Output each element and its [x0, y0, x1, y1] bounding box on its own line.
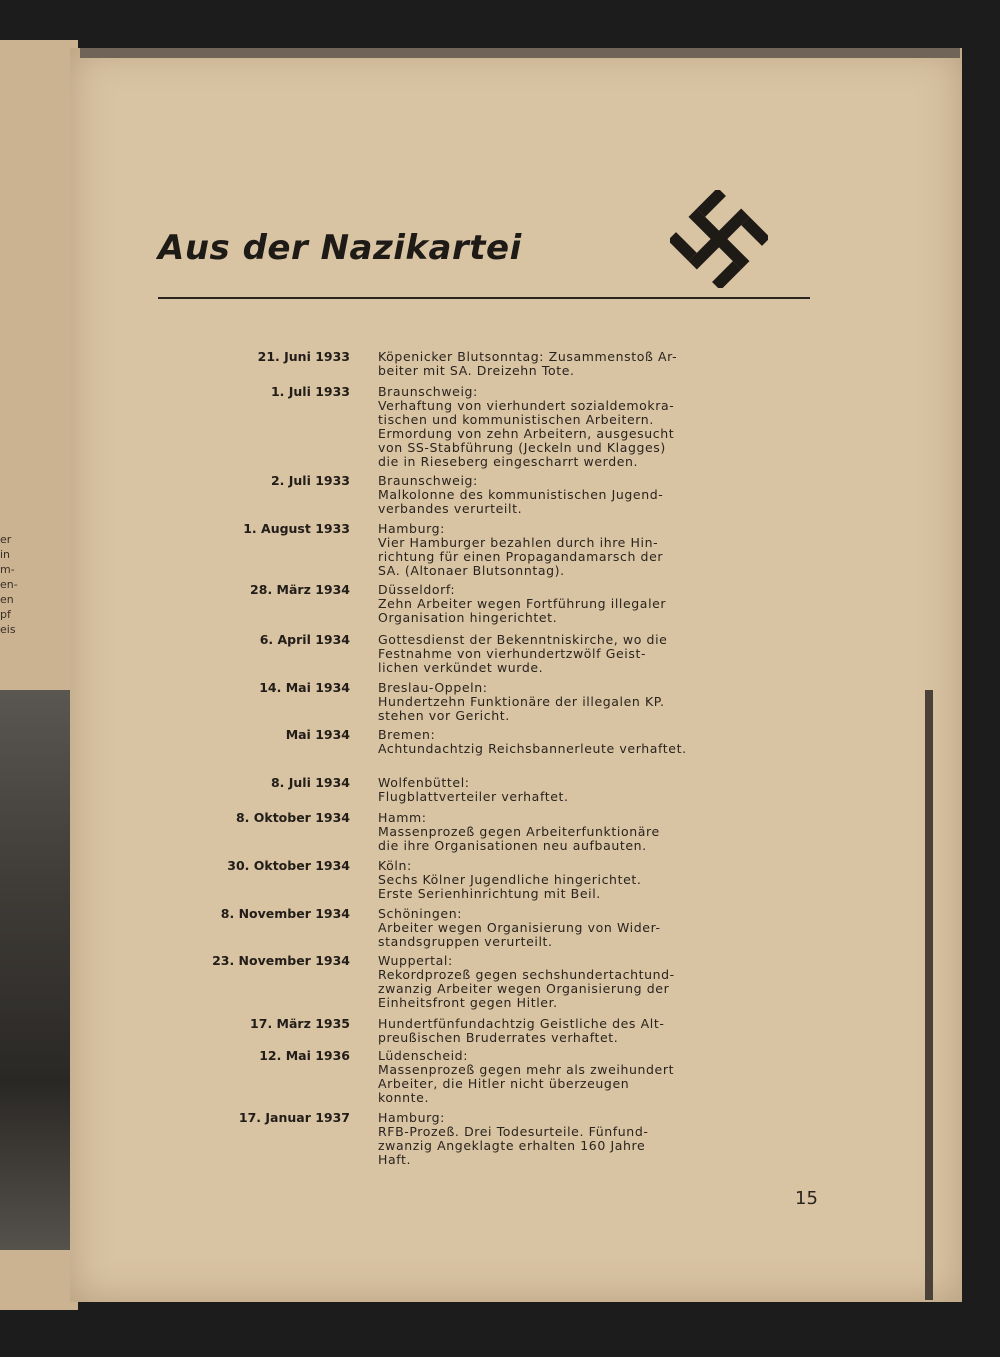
entry-text-line: lichen verkündet wurde.	[378, 660, 544, 675]
title-rule	[158, 297, 810, 299]
entry-text	[378, 385, 705, 469]
entry-text-line: Braunschweig:	[378, 473, 478, 488]
entry-date: Mai 1934	[285, 727, 350, 742]
entry-text-line: Arbeiter wegen Organisierung von Wider-	[378, 920, 661, 935]
entry-text-line: Lüdenscheid:	[378, 1048, 469, 1063]
entry-text-line: Köln:	[378, 858, 412, 873]
entry-date: 1. Juli 1933	[270, 384, 350, 399]
left-fragment: eis	[0, 623, 16, 636]
page-title: Aus der Nazikartei	[158, 228, 522, 268]
left-fragment: er	[0, 533, 12, 546]
entry-text-line: verbandes verurteilt.	[378, 501, 523, 516]
entry-date: 17. Januar 1937	[238, 1110, 350, 1125]
entry-text-line: Zehn Arbeiter wegen Fortführung illegaler	[378, 596, 667, 611]
entry-date: 12. Mai 1936	[259, 1048, 350, 1063]
entry-text-line: Haft.	[378, 1152, 412, 1167]
entry-text-line: Hundertzehn Funktionäre der illegalen KP.	[378, 694, 665, 709]
page-number: 15	[795, 1188, 818, 1209]
entry-text-line: zwanzig Angeklagte erhalten 160 Jahre	[378, 1138, 646, 1153]
entry-date: 8. Juli 1934	[270, 775, 350, 790]
entry-text-line: Erste Serienhinrichtung mit Beil.	[378, 886, 601, 901]
left-fragment: en-	[0, 578, 18, 591]
entry-text-line: Flugblattverteiler verhaftet.	[378, 789, 569, 804]
entry-text-line: Hamburg:	[378, 521, 445, 536]
left-fragment: m-	[0, 563, 15, 576]
entry-text-line: standsgruppen verurteilt.	[378, 934, 553, 949]
page-top-edge	[80, 48, 960, 58]
entry-date: 8. November 1934	[220, 906, 350, 921]
entry-text-line: Vier Hamburger bezahlen durch ihre Hin-	[378, 535, 659, 550]
entry-text-line: Wuppertal:	[378, 953, 453, 968]
entry-text-line: Hamburg:	[378, 1110, 445, 1125]
entry-text	[378, 1017, 705, 1045]
entry-date: 1. August 1933	[243, 521, 350, 536]
entry-text	[378, 1111, 705, 1167]
entry-date: 17. März 1935	[250, 1016, 350, 1031]
entry-text-line: Einheitsfront gegen Hitler.	[378, 995, 558, 1010]
entry-text-line: Hundertfünfundachtzig Geistliche des Alt-	[378, 1016, 665, 1031]
entry-date: 23. November 1934	[212, 953, 350, 968]
entry-text-line: Sechs Kölner Jugendliche hingerichtet.	[378, 872, 642, 887]
left-fragment: en	[0, 593, 14, 606]
entry-date: 2. Juli 1933	[270, 473, 350, 488]
entry-text	[378, 954, 705, 1010]
entry-text-line: Arbeiter, die Hitler nicht überzeugen	[378, 1076, 630, 1091]
entry-date: 8. Oktober 1934	[235, 810, 350, 825]
entry-text	[378, 907, 705, 949]
entry-text-line: beiter mit SA. Dreizehn Tote.	[378, 363, 575, 378]
entry-text-line: konnte.	[378, 1090, 430, 1105]
entry-text-line: Massenprozeß gegen mehr als zweihundert	[378, 1062, 675, 1077]
entry-text-line: Rekordprozeß gegen sechshundertachtund-	[378, 967, 675, 982]
entry-text-line: Festnahme von vierhundertzwölf Geist-	[378, 646, 647, 661]
entry-date: 28. März 1934	[250, 582, 350, 597]
swastika-icon	[670, 190, 768, 288]
entry-text-line: die ihre Organisationen neu aufbauten.	[378, 838, 647, 853]
entry-text-line: Bremen:	[378, 727, 436, 742]
entry-text-line: von SS-Stabführung (Jeckeln und Klagges)	[378, 440, 666, 455]
entry-text-line: Massenprozeß gegen Arbeiterfunktionäre	[378, 824, 660, 839]
entry-text-line: RFB-Prozeß. Drei Todesurteile. Fünfund-	[378, 1124, 649, 1139]
entry-date: 6. April 1934	[259, 632, 350, 647]
entry-text-line: preußischen Bruderrates verhaftet.	[378, 1030, 619, 1045]
entry-text-line: Gottesdienst der Bekenntniskirche, wo die	[378, 632, 668, 647]
entry-text-line: richtung für einen Propagandamarsch der	[378, 549, 664, 564]
entry-text	[378, 811, 705, 853]
entry-text-line: SA. (Altonaer Blutsonntag).	[378, 563, 565, 578]
entry-text-line: zwanzig Arbeiter wegen Organisierung der	[378, 981, 670, 996]
entry-text	[378, 859, 705, 901]
entry-text-line: Schöningen:	[378, 906, 463, 921]
entry-text	[378, 1049, 705, 1105]
entry-text	[378, 776, 705, 804]
entry-text-line: Malkolonne des kommunistischen Jugend-	[378, 487, 664, 502]
entry-text-line: Verhaftung von vierhundert sozialdemokra-	[378, 398, 675, 413]
left-page-text-fragments	[0, 532, 18, 637]
entry-text	[378, 522, 705, 578]
entry-date: 30. Oktober 1934	[227, 858, 350, 873]
left-fragment: in	[0, 548, 11, 561]
left-fragment: pf	[0, 608, 11, 621]
entry-text-line: die in Rieseberg eingescharrt werden.	[378, 454, 639, 469]
entry-text	[378, 728, 705, 756]
entry-text-line: Organisation hingerichtet.	[378, 610, 558, 625]
entry-text-line: Hamm:	[378, 810, 427, 825]
page-binding-edge	[925, 690, 933, 1300]
entry-text-line: Braunschweig:	[378, 384, 478, 399]
left-page-photo	[0, 690, 70, 1250]
entry-text-line: Köpenicker Blutsonntag: Zusammenstoß Ar-	[378, 349, 678, 364]
entry-text-line: Breslau-Oppeln:	[378, 680, 488, 695]
entry-date: 14. Mai 1934	[259, 680, 350, 695]
entry-text-line: Wolfenbüttel:	[378, 775, 470, 790]
entry-text	[378, 633, 705, 675]
entry-text-line: stehen vor Gericht.	[378, 708, 510, 723]
entry-text	[378, 681, 705, 723]
entry-text-line: tischen und kommunistischen Arbeitern.	[378, 412, 654, 427]
entry-date: 21. Juni 1933	[257, 349, 350, 364]
entry-text	[378, 350, 705, 378]
entry-text-line: Ermordung von zehn Arbeitern, ausgesucht	[378, 426, 675, 441]
entry-text-line: Düsseldorf:	[378, 582, 456, 597]
left-page-edge	[0, 40, 78, 1310]
entry-text	[378, 474, 705, 516]
entry-text	[378, 583, 705, 625]
entry-text-line: Achtundachtzig Reichsbannerleute verhaftet.	[378, 741, 687, 756]
